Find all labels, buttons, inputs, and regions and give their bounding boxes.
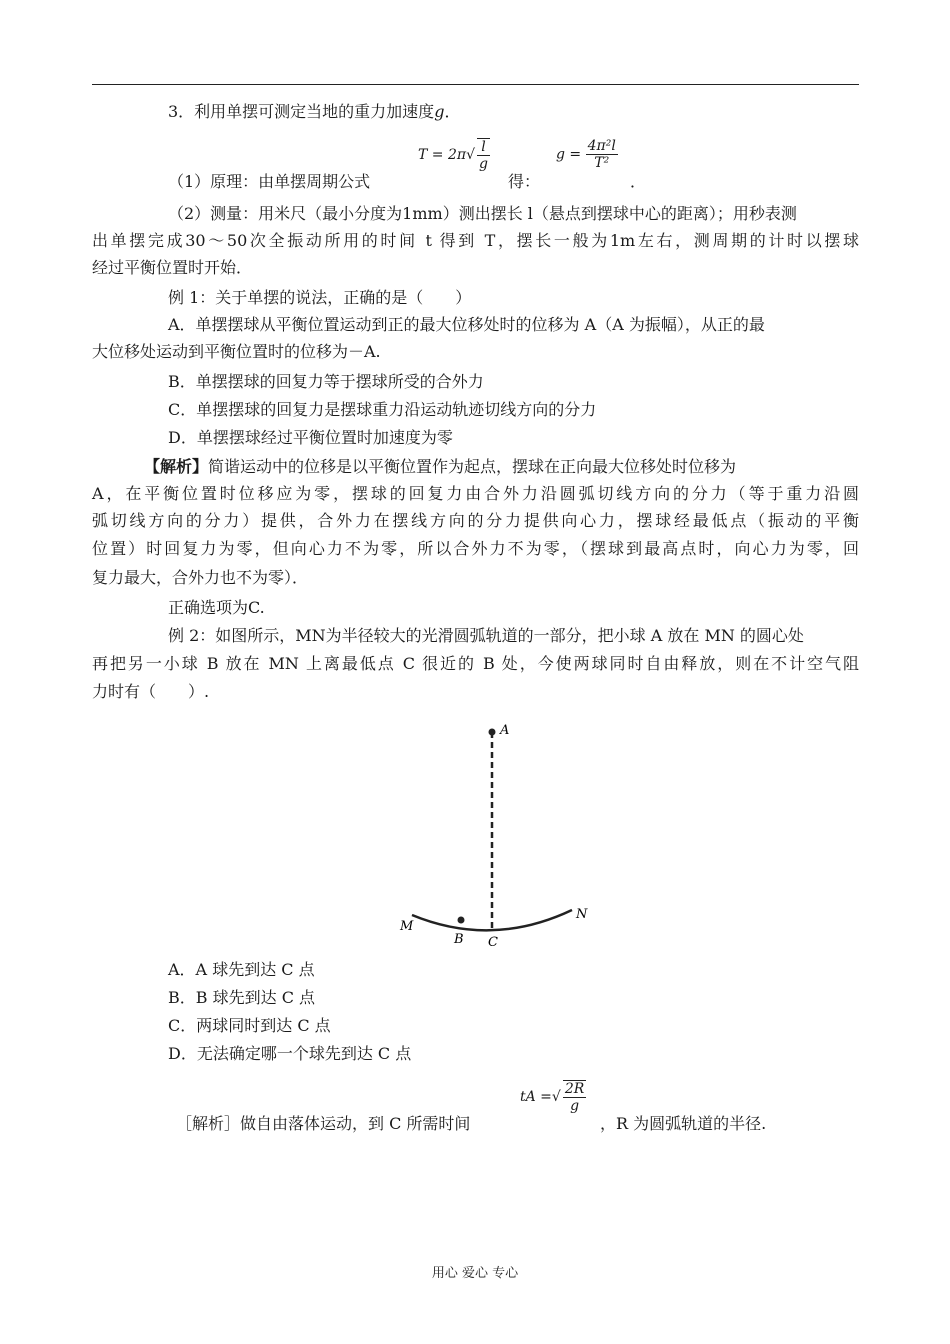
example1-option-d: D．单摆摆球经过平衡位置时加速度为零 xyxy=(168,428,453,447)
label-n: N xyxy=(576,907,588,922)
analysis-text-1: 简谐运动中的位移是以平衡位置作为起点，摆球在正向最大位移处时位移为 xyxy=(208,457,737,476)
example2-question-line-2: 再把另一小球 B 放在 MN 上离最低点 C 很近的 B 处，今使两球同时自由释放，则在不计空气阻 xyxy=(92,654,859,673)
example1-answer: 正确选项为C. xyxy=(168,598,265,617)
example2-option-c: C．两球同时到达 C 点 xyxy=(168,1016,331,1035)
analysis-label: 【解析】 xyxy=(144,457,209,476)
period-formula-den: g xyxy=(479,156,488,172)
measure-line-3: 经过平衡位置时开始． xyxy=(92,258,253,277)
example2-question-line-3: 力时有（ ）. xyxy=(92,682,210,701)
example1-option-a-line-1: A．单摆摆球从平衡位置运动到正的最大位移处时的位移为 A（A 为振幅），从正的最 xyxy=(168,315,765,334)
example1-analysis-line-3: 弧切线方向的分力）提供，合外力在摆线方向的分力提供向心力，摆球经最低点（振动的平衡 xyxy=(92,511,859,530)
example2-analysis-pre: ［解析］做自由落体运动，到 C 所需时间 xyxy=(176,1114,471,1133)
ta-formula: tA =√ $\frac{2R}{g}$ xyxy=(520,1081,585,1114)
principle-label: （1）原理：由单摆周期公式 xyxy=(168,172,371,191)
example1-question: 例 1：关于单摆的说法，正确的是（ ） xyxy=(168,288,472,307)
example1-option-b: B．单摆摆球的回复力等于摆球所受的合外力 xyxy=(168,372,484,391)
principle-end: ． xyxy=(630,172,647,191)
section-title: 3．利用单摆可测定当地的重力加速度g． xyxy=(168,102,461,121)
header-rule xyxy=(92,84,859,85)
principle-connector: 得： xyxy=(508,172,541,191)
section-title-text: 3．利用单摆可测定当地的重力加速度 xyxy=(168,102,435,121)
label-b: B xyxy=(454,932,464,947)
example1-analysis-line-5: 复力最大，合外力也不为零）． xyxy=(92,568,309,587)
ta-formula-den: g xyxy=(570,1098,580,1114)
period-formula: T = 2π√ $\frac{l}{g}$ xyxy=(418,139,488,172)
example1-analysis-line-2: A，在平衡位置时位移应为零，摆球的回复力由合外力沿圆弧切线方向的分力（等于重力沿圆 xyxy=(92,484,859,503)
page-footer: 用心 爱心 专心 xyxy=(431,1266,519,1281)
ball-b xyxy=(458,917,465,924)
label-m: M xyxy=(400,919,414,934)
ball-a xyxy=(489,729,496,736)
label-c: C xyxy=(488,935,498,950)
period-formula-num: l xyxy=(477,139,490,156)
example2-option-d: D．无法确定哪一个球先到达 C 点 xyxy=(168,1044,412,1063)
section-title-var: g xyxy=(434,102,445,121)
principle-line xyxy=(168,170,370,194)
example2-analysis-post: ，R 为圆弧轨道的半径. xyxy=(600,1114,767,1133)
example1-option-c: C．单摆摆球的回复力是摆球重力沿运动轨迹切线方向的分力 xyxy=(168,400,597,419)
label-a: A xyxy=(500,723,510,738)
gravity-formula-num: 4π²l xyxy=(587,138,616,154)
gravity-formula-den: T² xyxy=(594,155,610,171)
ta-formula-num: 2R xyxy=(564,1081,585,1097)
example1-option-a-line-2: 大位移处运动到平衡位置时的位移为－A. xyxy=(92,342,381,361)
gravity-formula xyxy=(556,138,618,171)
measure-line-1: （2）测量：用米尺（最小分度为1mm）测出摆长 l（悬点到摆球中心的距离）；用秒表测 xyxy=(168,204,797,223)
period-formula-lhs: T = 2π xyxy=(418,147,467,163)
example2-question-line-1: 例 2：如图所示，MN为半径较大的光滑圆弧轨道的一部分，把小球 A 放在 MN 的圆心处 xyxy=(168,626,804,645)
measure-line-2: 出单摆完成30～50次全振动所用的时间 t 得到 T，摆长一般为1m左右，测周期的计时以摆球 xyxy=(92,231,859,250)
example2-option-a: A．A 球先到达 C 点 xyxy=(168,960,315,979)
pendulum-figure xyxy=(390,710,600,960)
example1-analysis-line-1 xyxy=(144,455,736,479)
ta-formula-lhs: tA = xyxy=(520,1089,552,1105)
gravity-formula-lhs: g = xyxy=(556,146,582,163)
example1-analysis-line-4: 位置）时回复力为零，但向心力不为零，所以合外力不为零，（摆球到最高点时，向心力为零，回 xyxy=(92,539,859,558)
example2-option-b: B．B 球先到达 C 点 xyxy=(168,988,316,1007)
